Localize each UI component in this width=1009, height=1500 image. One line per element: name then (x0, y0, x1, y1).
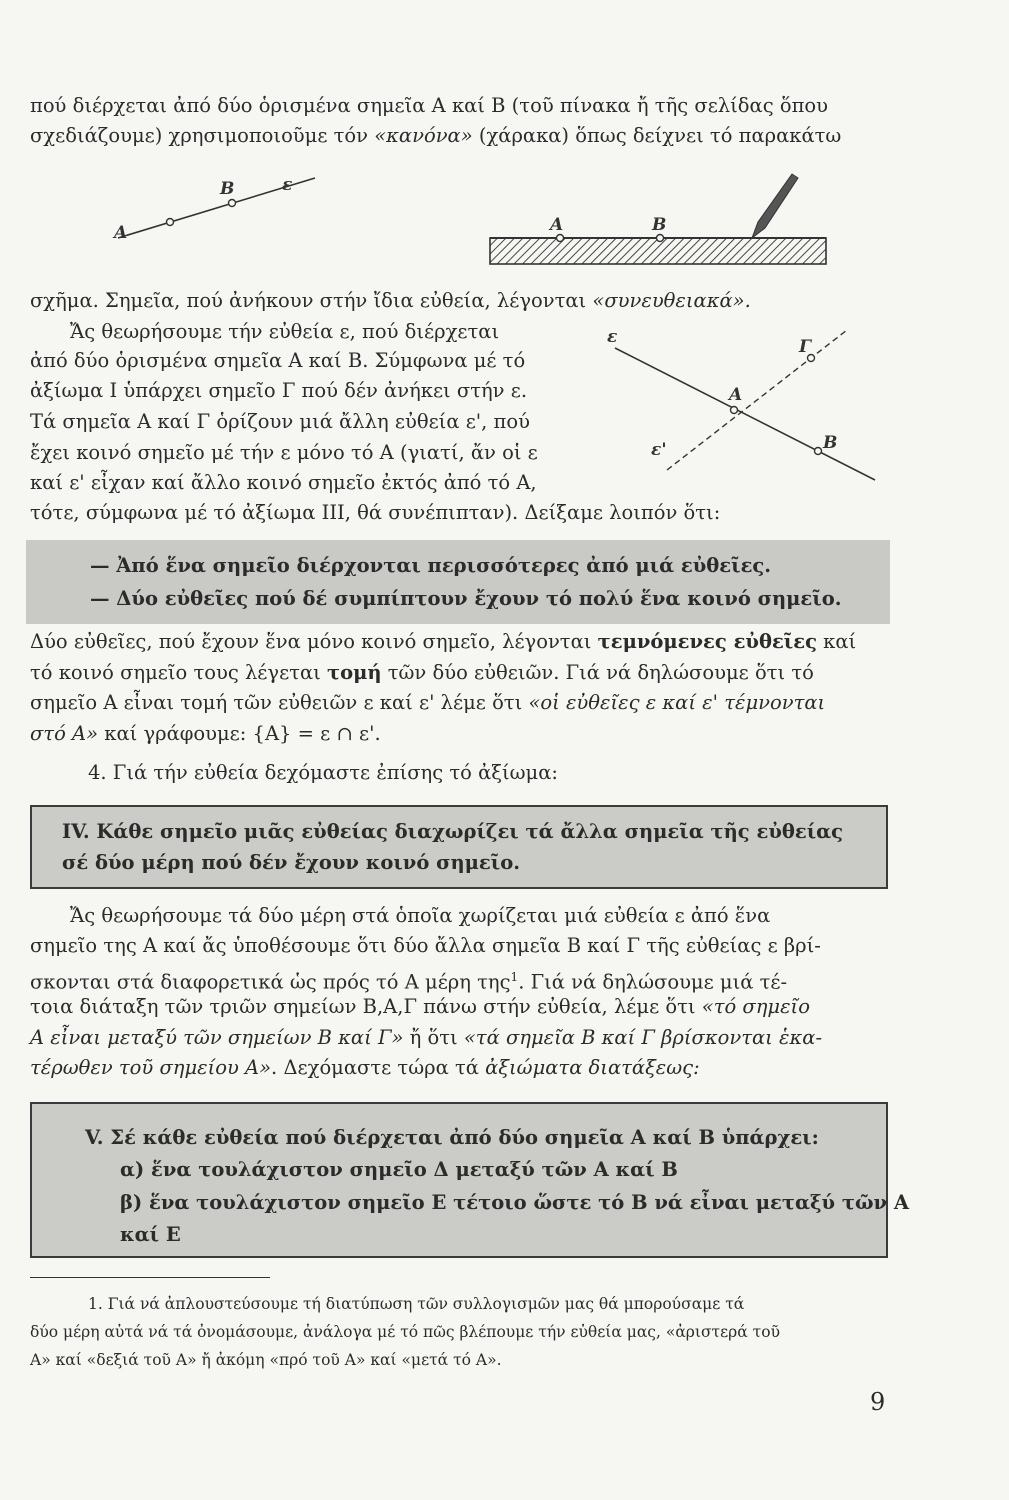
text-line: Ἄς θεωρήσουμε τά δύο μέρη στά ὁποῖα χωρίζεται μιά εὐθεία ε ἀπό ἕνα (70, 904, 771, 927)
label-a: A (729, 385, 743, 405)
text-line: καί ε' εἶχαν καί ἄλλο κοινό σημεῖο ἐκτός ἀπό τό Α, (30, 471, 537, 494)
text-line: σχῆμα. Σημεῖα, πού ἀνήκουν στήν ἴδια εὐθεία, λέγονται «συνευθειακά». (30, 289, 751, 312)
text-line: στό Α» καί γράφουμε: {Α} = ε ∩ ε'. (30, 722, 381, 745)
footnote-rule (30, 1277, 270, 1278)
axiom-v-line: β) ἕνα τουλάχιστον σημεῖο Ε τέτοιο ὥστε τό Β νά εἶναι μεταξύ τῶν Α (120, 1191, 909, 1214)
footnote-line: Α» καί «δεξιά τοῦ Α» ἤ ἀκόμη «πρό τοῦ Α» καί «μετά τό Α». (30, 1351, 502, 1369)
text-line: σχεδιάζουμε) χρησιμοποιοῦμε τόν «κανόνα» (χάρακα) ὅπως δείχνει τό παρακάτω (30, 124, 842, 147)
label-epsilon: ε (282, 175, 293, 195)
text-line: Τά σημεῖα Α καί Γ ὁρίζουν μιά ἄλλη εὐθεία ε', πού (30, 410, 530, 433)
text-line: σημεῖο Α εἶναι τομή τῶν εὐθειῶν ε καί ε' λέμε ὅτι «οἱ εὐθεῖες ε καί ε' τέμνονται (30, 691, 826, 714)
text-line: τό κοινό σημεῖο τους λέγεται τομή τῶν δύο εὐθειῶν. Γιά νά δηλώσουμε ὅτι τό (30, 661, 814, 684)
text-line: ἀξίωμα Ι ὑπάρχει σημεῖο Γ πού δέν ἀνήκει στήν ε. (30, 379, 528, 402)
text-line: πού διέρχεται ἀπό δύο ὁρισμένα σημεῖα Α καί Β (τοῦ πίνακα ἤ τῆς σελίδας ὅπου (30, 94, 828, 117)
label-epsilon-prime: ε' (651, 440, 667, 460)
figure-collinear-points (110, 160, 330, 250)
label-b: B (823, 433, 838, 453)
page-number: 9 (870, 1388, 886, 1416)
axiom-v-line: α) ἕνα τουλάχιστον σημεῖο Δ μεταξύ τῶν Α καί Β (120, 1158, 678, 1181)
label-epsilon: ε (607, 327, 618, 347)
axiom-iv-line: σέ δύο μέρη πού δέν ἔχουν κοινό σημεῖο. (62, 851, 521, 874)
text-line: ἔχει κοινό σημεῖο μέ τήν ε μόνο τό Α (γιατί, ἄν οἱ ε (30, 441, 538, 464)
label-gamma: Γ (799, 337, 812, 357)
statement-2: — Δύο εὐθεῖες πού δέ συμπίπτουν ἔχουν τό πολύ ἕνα κοινό σημεῖο. (90, 587, 842, 610)
text-line: σημεῖο της Α καί ἄς ὑποθέσουμε ὅτι δύο ἄλλα σημεῖα Β καί Γ τῆς εὐθείας ε βρί- (30, 934, 821, 957)
statement-1: — Ἀπό ἕνα σημεῖο διέρχονται περισσότερες ἀπό μιά εὐθεῖες. (90, 554, 772, 577)
axiom-v-line: V. Σέ κάθε εὐθεία πού διέρχεται ἀπό δύο σημεῖα Α καί Β ὑπάρχει: (85, 1126, 819, 1149)
text-line: Δύο εὐθεῖες, πού ἔχουν ἕνα μόνο κοινό σημεῖο, λέγονται τεμνόμενες εὐθεῖες καί (30, 630, 857, 653)
text-line: τότε, σύμφωνα μέ τό ἀξίωμα ΙΙΙ, θά συνέπιπταν). Δείξαμε λοιπόν ὅτι: (30, 501, 721, 524)
text-line: 4. Γιά τήν εὐθεία δεχόμαστε ἐπίσης τό ἀξίωμα: (88, 761, 558, 784)
label-a: A (114, 223, 128, 243)
axiom-iv-line: IV. Κάθε σημεῖο μιᾶς εὐθείας διαχωρίζει τά ἄλλα σημεῖα τῆς εὐθείας (62, 820, 844, 843)
text-line: τέρωθεν τοῦ σημείου Α». Δεχόμαστε τώρα τά ἀξιώματα διατάξεως: (30, 1056, 700, 1079)
text-line: ἀπό δύο ὁρισμένα σημεῖα Α καί Β. Σύμφωνα μέ τό (30, 349, 526, 372)
label-b: B (220, 179, 235, 199)
text-line: σκονται στά διαφορετικά ὡς πρός τό Α μέρη της$^1$. Γιά νά δηλώσουμε μιά τέ- (30, 970, 788, 994)
text-line: Α εἶναι μεταξύ τῶν σημείων Β καί Γ» ἤ ὅτι «τά σημεῖα Β καί Γ βρίσκονται ἑκα- (30, 1026, 823, 1049)
label-b: B (652, 215, 667, 235)
footnote-line: 1. Γιά νά ἀπλουστεύσουμε τή διατύπωση τῶν συλλογισμῶν μας θά μπορούσαμε τά (88, 1295, 745, 1313)
label-a: A (550, 215, 564, 235)
figure-ruler (480, 170, 840, 270)
text-line: Ἄς θεωρήσουμε τήν εὐθεία ε, πού διέρχεται (70, 320, 500, 343)
figure-intersecting-lines (595, 320, 895, 495)
footnote-line: δύο μέρη αὐτά νά τά ὀνομάσουμε, ἀνάλογα μέ τό πῶς βλέπουμε τήν εὐθεία μας, «ἀριστερά τοῦ (30, 1323, 780, 1341)
text-line: τοια διάταξη τῶν τριῶν σημείων Β,Α,Γ πάνω στήν εὐθεία, λέμε ὅτι «τό σημεῖο (30, 995, 810, 1018)
axiom-v-line: καί Ε (120, 1223, 181, 1246)
